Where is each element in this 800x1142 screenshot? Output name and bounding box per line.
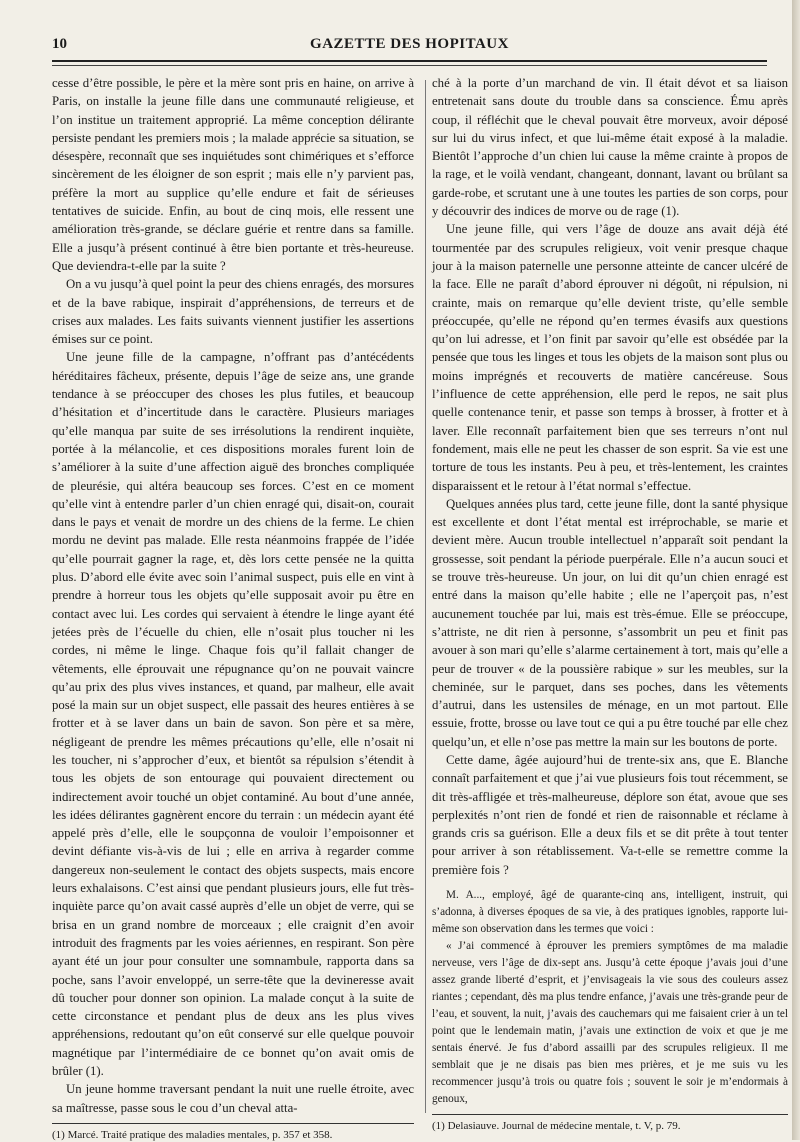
header-rule-thick bbox=[52, 60, 767, 62]
paragraph: Quelques années plus tard, cette jeune fille, dont la santé physique est excellente et dont l’état mental est irréprochable, se marie et devient mère. Aucun trouble intellectuel n’apparaît soit pendant la grossesse, soit pendant la période puerpérale. Elle n’a aucun souci et se trouve très-heureuse. Un jour, on lui dit qu’un chien enragé est entré dans la maison qu’elle habite ; elle ne l’aperçoit pas, n’est aucunement touchée par lui, mais est très-émue. Elle se préoccupe, s’attriste, ne dit rien à personne, s’assombrit un peu et finit pas avouer à son mari qu’elle s’alarme certainement à tort, mais qu’elle a peur de trouver « de la poussière rabique » sur les meubles, sur la cheminée, sur le parquet, dans ses poches, dans les vêtements d’autrui, dans les ustensiles de ménage, en un mot partout. Elle essuie, frotte, brosse ou lave tout ce qui a pu être touché par elle chez quelqu’un, et elle n’ose pas mettre la main sur les boutons de porte. bbox=[432, 496, 788, 749]
paragraph: Une jeune fille, qui vers l’âge de douze ans avait déjà été tourmentée par des scrupules religieux, voit venir presque chaque jour à la maison paternelle une personne atteinte de cancer ulcéré de la face. Elle ne paraît d’abord éprouver ni dégoût, ni répulsion, ni crainte, mais on remarque qu’elle devient triste, qu’elle semble préoccupée, qu’elle ne répond qu’en termes évasifs aux questions qu’on lui adresse, et l’on finit par savoir qu’elle est obsédée par la pensée que tous les linges et tous les objets de la maison sont plus ou moins imprégnés et recouverts de matière cancéreuse. Sous l’influence de cette appréhension, elle perd le repos, ne sait plus quelle contenance tenir, et passe son temps à brosser, à frotter et à laver. Elle reconnaît parfaitement bien que ses terreurs n’ont nul fondement, mais elle ne peut les chasser de son esprit. Sa vie est une torture de tous les instants. Peu à peu, et très-lentement, les craintes disparaissent et le retour à l’état normal s’effectue. bbox=[432, 222, 788, 493]
footnote-rule bbox=[52, 1123, 414, 1124]
footnote-text: (1) Marcé. Traité pratique des maladies mentales, p. 357 et 358. bbox=[52, 1128, 333, 1141]
paragraph: Une jeune fille de la campagne, n’offrant pas d’antécédents héréditaires fâcheux, présente, depuis l’âge de seize ans, une grande tendance à se préoccuper des choses les plus futiles, et beaucoup d’hésitation et d’incertitude dans le caractère. Plusieurs mariages qu’elle manqua par suite de ses irrésolutions la rendirent inquiète, portée à la mélancolie, et ces dispositions morales furent loin de s’améliorer à la suite d’une affection aiguë des bronches compliquée de pleurésie, qui altéra beaucoup ses forces. C’est en ce moment qu’elle vint à entendre parler d’un chien enragé qui, disait-on, courait dans le pays et venait de mordre un des chiens de la ferme. Le chien mordu ne devint pas malade. Elle resta néanmoins frappée de l’idée qu’elle pourrait gagner la rage, et, dès lors cette pensée ne la quitta plus. D’abord elle évite avec soin l’animal suspect, puis elle en vint à prendre à horreur tous les objets qu’elle supposait avoir pu être en contact avec lui. Les cordes qui servaient à étendre le linge ayant été jetées près de l’écuelle du chien, elle n’osait plus toucher ni les cordes, ni même le linge. Chaque fois qu’il fallait changer de vêtements, elle éprouvait une répugnance qu’on ne pouvait vaincre qu’au prix des plus vives instances, et quand, par malheur, elle avait posé la main sur un objet suspect, elle passait des heures entières à se frotter et à se laver dans un bain de savon. Son père et sa mère, négligeant de prendre les mêmes précautions qu’elle, elle n’osait ni les toucher, ni s’approcher d’eux, et bientôt sa répulsion s’étendit à tous les objets de son entourage qui pouvaient directement ou indirectement avoir touché un objet contaminé. Au bout d’une année, les idées délirantes gagnèrent encore du terrain : un médecin ayant été appelé près d’elle, elle le soupçonna de vouloir l’empoisonner et devint défiante vis-à-vis de lui ; elle en arriva à regarder comme dangereux non-seulement le contact des objets suspects, mais encore leurs exhalaisons. C’est ainsi que pendant plusieurs jours, elle fut très-inquiète parce qu’on avait cassé auprès d’elle un objet de verre, qui se brisa en un grand nombre de morceaux ; elle craignit d’en avoir introduit des fragments par les voies aériennes, en respirant. Son père ayant été un jour pour consulter une somnambule, rapporta dans sa poche, sans l’avoir enveloppé, un serre-tête que la devineresse avait dû toucher pour donner son opinion. La malade conçut à la suite de cette circonstance et pendant plus de deux ans les plus vives appréhensions, redoutant qu’on eût conservé sur elle quelque pouvoir magnétique par l’intermédiaire de ce bonnet qu’on avait omis de brûler (1). bbox=[52, 350, 414, 1079]
page-number: 10 bbox=[52, 36, 67, 52]
paragraph: ché à la porte d’un marchand de vin. Il était dévot et sa liaison entretenait sans doute du trouble dans sa conscience. Ému après coup, il réfléchit que le cheval pouvait être morveux, avoir déposé sur lui du virus infect, et que lui-même était exposé à la maladie. Bientôt l’approche d’un chien lui cause la même crainte à propos de la rage, et le voilà vendant, changeant, donnant, lavant ou brûlant sa garde-robe, et scrutant une à une toutes les parties de son corps, pour y découvrir des indices de morve ou de rage (1). bbox=[432, 76, 788, 219]
page-header bbox=[52, 36, 767, 56]
paragraph: cesse d’être possible, le père et la mère sont pris en haine, on arrive à Paris, on installe la jeune fille dans une communauté religieuse, et l’on institue un traitement approprié. La même conception délirante persiste pendant les premiers mois ; la malade apprécie sa situation, se désespère, reconnaît que ses inquiétudes sont chimériques et s’efforce sincèrement de les éloigner de son esprit ; mais elle n’y parvient pas, préfère la mort au supplice qu’elle endure et fait de sérieuses tentatives de suicide. Enfin, au bout de cinq mois, elle ressent une amélioration très-grande, se déclare guérie et rentre dans sa famille. Elle a jusqu’à présent continué à être bien portante et très-heureuse. Que deviendra-t-elle par la suite ? bbox=[52, 76, 414, 273]
footnote-rule bbox=[432, 1114, 788, 1115]
header-rule-thin bbox=[52, 65, 767, 66]
observation-paragraph: M. A..., employé, âgé de quarante-cinq ans, intelligent, instruit, qui s’adonna, à diverses époques de sa vie, à des pratiques ignobles, rapporte lui-même son observation dans les termes que voici : bbox=[432, 889, 788, 936]
observation-paragraph: « J’ai commencé à éprouver les premiers symptômes de ma maladie nerveuse, vers l’âge de dix-sept ans. Jusqu’à cette époque j’avais joui d’une assez grande liberté d’esprit, et j’envisageais la vie sous des couleurs assez riantes ; cependant, dès ma plus tendre enfance, j’avais une très-grande peur de l’eau, et souvent, la nuit, j’avais des cauchemars qui me faisaient crier à un tel point que le lendemain matin, j’avais une extinction de voix et que je me sentais énervé. Je fus d’abord assailli par des scrupules religieux. Il me semblait que je ne disais pas bien mes prières, et je me suis vu les recommencer jusqu’à trois ou quatre fois ; souvent le soir je m’endormais à genoux, bbox=[432, 940, 788, 1106]
page-edge-shadow bbox=[792, 0, 800, 1140]
journal-title: GAZETTE DES HOPITAUX bbox=[310, 36, 509, 52]
footnote-text: (1) Delasiauve. Journal de médecine mentale, t. V, p. 79. bbox=[432, 1120, 681, 1133]
paragraph: Un jeune homme traversant pendant la nuit une ruelle étroite, avec sa maîtresse, passe sous le cou d’un cheval atta- bbox=[52, 1082, 414, 1115]
column-divider bbox=[425, 80, 426, 1113]
paragraph: On a vu jusqu’à quel point la peur des chiens enragés, des morsures et de la bave rabique, inspirait d’appréhensions, de terreurs et de crises aux malades. Les faits suivants viennent justifier les assertions émises sur ce point. bbox=[52, 277, 414, 347]
paragraph: Cette dame, âgée aujourd’hui de trente-six ans, que E. Blanche connaît parfaitement et que j’ai vue plusieurs fois tout récemment, se dit très-affligée et très-malheureuse, déplore son état, avoue que ses perplexités n’ont rien de fondé et rien de raisonnable et réclame à grands cris sa guérison. Elle a deux fils et se dit prête à tout tenter pour arriver à son rétablissement. Va-t-elle se remettre comme la première fois ? bbox=[432, 752, 788, 877]
right-column bbox=[432, 74, 788, 1133]
footnote bbox=[432, 1119, 788, 1133]
left-column bbox=[52, 74, 414, 1142]
